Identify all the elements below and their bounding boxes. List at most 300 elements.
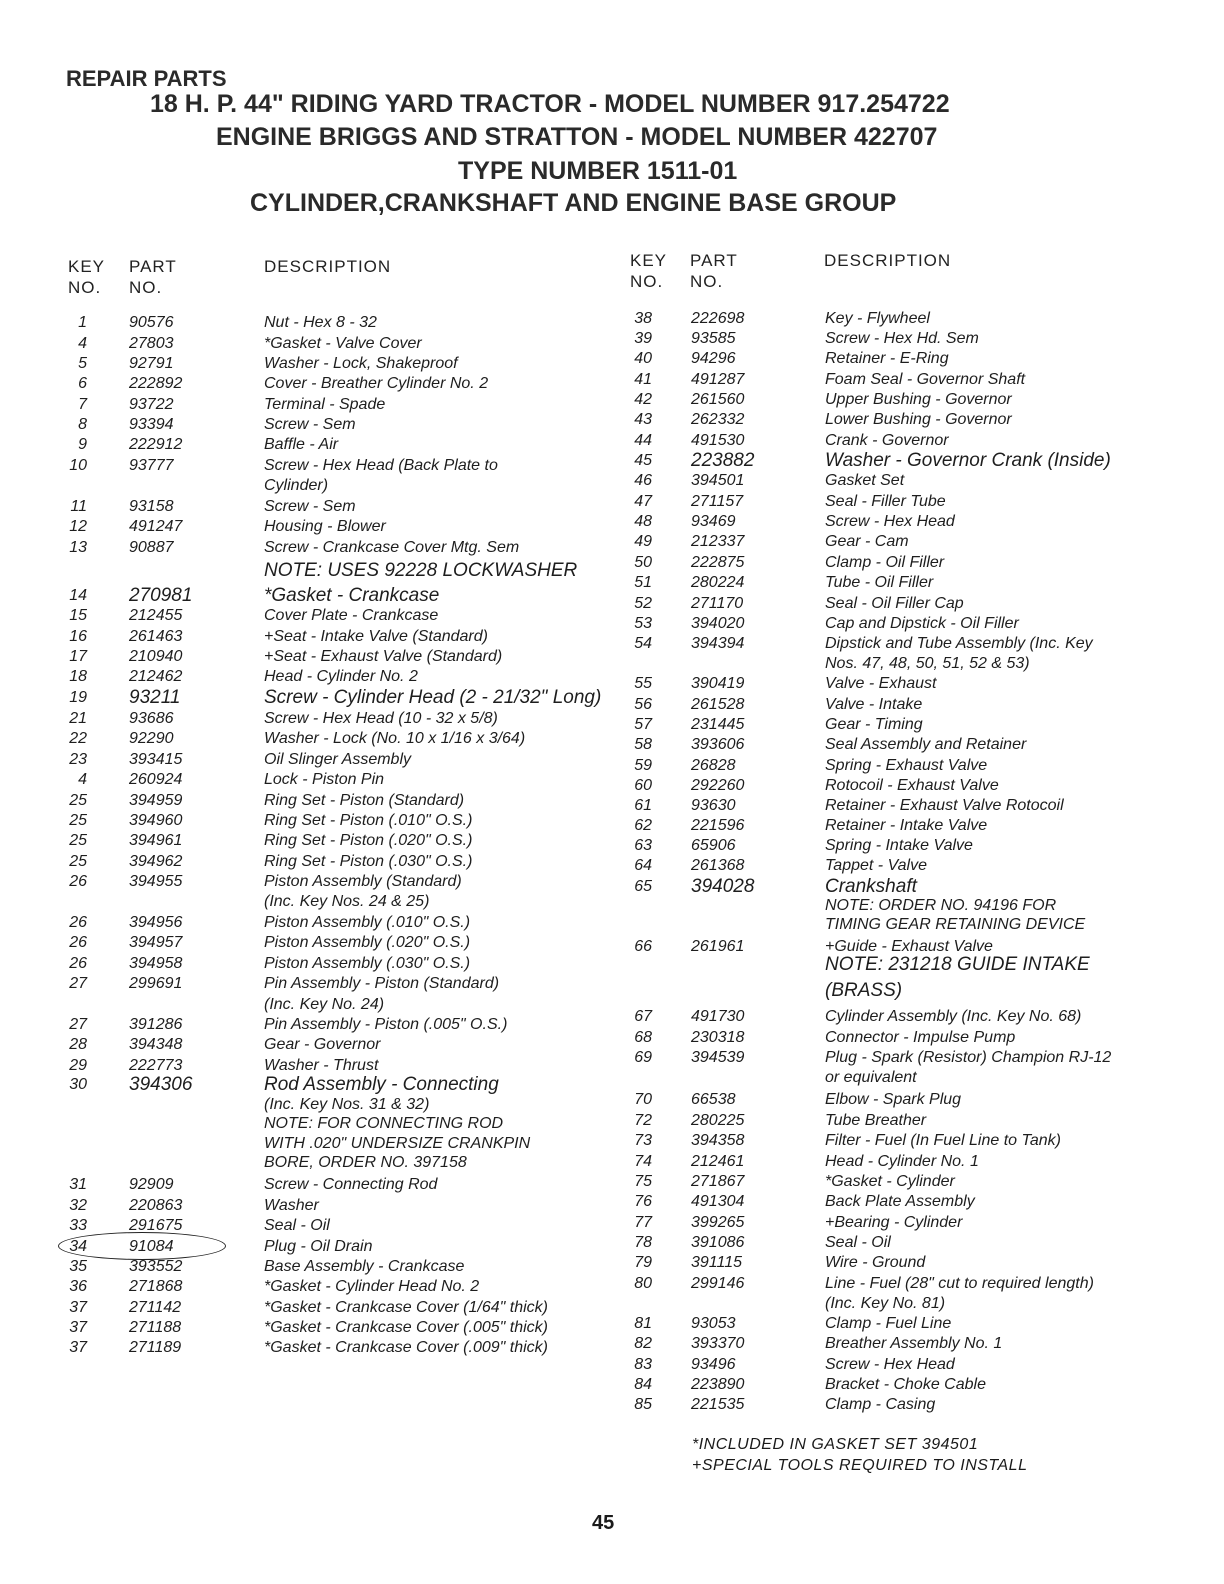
left-part-desc: Lock - Piston Pin [264, 771, 385, 788]
left-part-part: 212455 [129, 607, 183, 624]
left-part-part: 270981 [129, 585, 193, 606]
left-part-desc: Cylinder) [264, 477, 329, 494]
right-part-key: 79 [634, 1254, 652, 1271]
left-part-desc: *Gasket - Crankcase [264, 585, 440, 606]
right-part-part: 280225 [691, 1112, 745, 1129]
left-part-part: 90887 [129, 539, 174, 556]
page-number: 45 [592, 1512, 615, 1534]
left-part-part: 394961 [129, 832, 183, 849]
right-description-header: DESCRIPTION [824, 251, 952, 270]
left-part-part: 393415 [129, 751, 183, 768]
left-part-part: 394955 [129, 873, 183, 890]
left-part-key: 14 [69, 587, 87, 604]
left-part-part: 394348 [129, 1036, 183, 1053]
right-part-part: 393606 [691, 736, 745, 753]
right-part-key: 56 [634, 696, 652, 713]
left-part-key: 30 [69, 1076, 87, 1093]
right-part-desc: NOTE: ORDER NO. 94196 FOR [825, 897, 1057, 914]
right-part-desc: Clamp - Casing [825, 1396, 936, 1413]
left-part-key: 26 [69, 955, 87, 972]
right-part-desc: NOTE: 231218 GUIDE INTAKE [825, 954, 1090, 975]
right-part-key: 50 [634, 554, 652, 571]
right-part-desc: Key - Flywheel [825, 310, 930, 327]
left-part-part: 92791 [129, 355, 174, 372]
left-part-key: 22 [69, 730, 87, 747]
left-part-part: 271868 [129, 1278, 183, 1295]
left-part-desc: +Seat - Intake Valve (Standard) [264, 628, 488, 645]
right-part-desc: Seal Assembly and Retainer [825, 736, 1027, 753]
right-part-key: 53 [634, 615, 652, 632]
right-part-key: 68 [634, 1029, 652, 1046]
left-part-desc: Washer - Lock, Shakeproof [264, 355, 458, 372]
left-part-desc: Seal - Oil [264, 1217, 330, 1234]
right-part-part: 261560 [691, 391, 745, 408]
right-part-part: 394028 [691, 876, 755, 897]
left-part-key: 12 [69, 518, 87, 535]
right-part-desc: Clamp - Fuel Line [825, 1315, 952, 1332]
right-part-desc: Gasket Set [825, 472, 905, 489]
right-part-desc: Screw - Hex Head [825, 513, 955, 530]
left-part-desc: Rod Assembly - Connecting [264, 1074, 499, 1095]
right-part-key: 70 [634, 1091, 652, 1108]
right-part-header: PART NO. [690, 251, 738, 291]
right-part-desc: Bracket - Choke Cable [825, 1376, 986, 1393]
right-part-part: 394020 [691, 615, 745, 632]
left-part-desc: Screw - Sem [264, 498, 356, 515]
left-part-part: 491247 [129, 518, 183, 535]
section-title: REPAIR PARTS [66, 66, 227, 91]
left-part-key: 29 [69, 1057, 87, 1074]
right-part-desc: Dipstick and Tube Assembly (Inc. Key [825, 635, 1093, 652]
left-part-desc: WITH .020" UNDERSIZE CRANKPIN [264, 1135, 531, 1152]
right-part-part: 261368 [691, 857, 745, 874]
right-part-part: 65906 [691, 837, 736, 854]
right-part-desc: Screw - Hex Hd. Sem [825, 330, 979, 347]
left-part-key: 31 [69, 1176, 87, 1193]
right-part-part: 66538 [691, 1091, 736, 1108]
right-part-key: 40 [634, 350, 652, 367]
left-part-desc: Head - Cylinder No. 2 [264, 668, 418, 685]
right-part-desc: Clamp - Oil Filler [825, 554, 945, 571]
right-part-part: 221535 [691, 1396, 745, 1413]
right-part-key: 73 [634, 1132, 652, 1149]
right-part-key: 83 [634, 1356, 652, 1373]
right-part-desc: Tappet - Valve [825, 857, 927, 874]
right-part-part: 223890 [691, 1376, 745, 1393]
left-part-desc: Pin Assembly - Piston (Standard) [264, 975, 500, 992]
right-part-part: 230318 [691, 1029, 745, 1046]
left-part-key: 33 [69, 1217, 87, 1234]
right-part-desc: Filter - Fuel (In Fuel Line to Tank) [825, 1132, 1061, 1149]
right-part-key: 42 [634, 391, 652, 408]
right-part-part: 292260 [691, 777, 745, 794]
right-part-part: 212461 [691, 1153, 745, 1170]
right-part-part: 491287 [691, 371, 745, 388]
left-part-key: 32 [69, 1197, 87, 1214]
left-part-key: 10 [69, 457, 87, 474]
right-part-key: 65 [634, 878, 652, 895]
right-part-key: 58 [634, 736, 652, 753]
right-part-desc: or equivalent [825, 1069, 917, 1086]
left-part-part: 220863 [129, 1197, 183, 1214]
right-part-desc: Gear - Timing [825, 716, 923, 733]
left-part-desc: Piston Assembly (.030" O.S.) [264, 955, 471, 972]
hand-drawn-circle [58, 1232, 226, 1260]
left-part-desc: Plug - Oil Drain [264, 1238, 373, 1255]
right-part-part: 271157 [691, 493, 744, 510]
left-part-key: 26 [69, 873, 87, 890]
left-part-part: 394958 [129, 955, 183, 972]
left-part-desc: *Gasket - Valve Cover [264, 335, 422, 352]
left-part-part: 93777 [129, 457, 174, 474]
right-part-part: 394358 [691, 1132, 745, 1149]
right-part-desc: Nos. 47, 48, 50, 51, 52 & 53) [825, 655, 1030, 672]
right-part-desc: Head - Cylinder No. 1 [825, 1153, 979, 1170]
left-part-key: 21 [69, 710, 87, 727]
right-part-part: 231445 [691, 716, 745, 733]
left-part-key: 6 [78, 375, 87, 392]
left-part-desc: Piston Assembly (.020" O.S.) [264, 934, 471, 951]
right-part-desc: Seal - Filler Tube [825, 493, 946, 510]
right-part-desc: Crankshaft [825, 876, 917, 897]
right-part-key: 46 [634, 472, 652, 489]
left-part-desc: Ring Set - Piston (Standard) [264, 792, 465, 809]
left-part-desc: Cover Plate - Crankcase [264, 607, 439, 624]
left-part-desc: (Inc. Key Nos. 24 & 25) [264, 893, 430, 910]
right-part-desc: Valve - Exhaust [825, 675, 937, 692]
right-part-key: 54 [634, 635, 652, 652]
left-part-desc: Ring Set - Piston (.010" O.S.) [264, 812, 473, 829]
left-part-desc: *Gasket - Cylinder Head No. 2 [264, 1278, 480, 1295]
left-part-key: 36 [69, 1278, 87, 1295]
right-part-part: 280224 [691, 574, 745, 591]
right-part-key: 39 [634, 330, 652, 347]
right-part-desc: Crank - Governor [825, 432, 949, 449]
right-part-key: 55 [634, 675, 652, 692]
right-part-desc: +Guide - Exhaust Valve [825, 938, 993, 955]
right-part-desc: Spring - Intake Valve [825, 837, 973, 854]
left-part-desc: Gear - Governor [264, 1036, 381, 1053]
right-part-part: 394501 [691, 472, 745, 489]
left-part-part: 92290 [129, 730, 174, 747]
left-part-part: 27803 [129, 335, 174, 352]
left-part-part: 393552 [129, 1258, 183, 1275]
left-part-key: 19 [69, 689, 87, 706]
left-part-key: 25 [69, 792, 87, 809]
right-part-part: 212337 [691, 533, 745, 550]
left-part-part: 394957 [129, 934, 183, 951]
right-part-desc: Retainer - Exhaust Valve Rotocoil [825, 797, 1064, 814]
left-part-desc: Piston Assembly (.010" O.S.) [264, 914, 471, 931]
right-part-key: 67 [634, 1008, 652, 1025]
right-part-key: 78 [634, 1234, 652, 1251]
left-part-part: 394306 [129, 1074, 193, 1095]
right-part-part: 26828 [691, 757, 736, 774]
right-key-header: KEY NO. [630, 251, 668, 291]
right-part-desc: Tube Breather [825, 1112, 927, 1129]
right-part-key: 38 [634, 310, 652, 327]
left-part-key: 37 [69, 1319, 87, 1336]
right-part-key: 52 [634, 595, 652, 612]
title-line-1: 18 H. P. 44" RIDING YARD TRACTOR - MODEL NUMBER 917.254722 [150, 90, 950, 118]
left-part-key: 1 [78, 314, 87, 331]
right-part-desc: Washer - Governor Crank (Inside) [825, 450, 1111, 471]
right-part-key: 41 [634, 371, 652, 388]
left-part-part: 222773 [129, 1057, 183, 1074]
left-part-part: 394962 [129, 853, 183, 870]
right-part-key: 63 [634, 837, 652, 854]
left-part-key: 28 [69, 1036, 87, 1053]
left-part-part: 91084 [129, 1238, 174, 1255]
left-part-key: 27 [69, 1016, 87, 1033]
right-part-desc: (Inc. Key No. 81) [825, 1295, 946, 1312]
right-part-part: 222875 [691, 554, 745, 571]
left-part-desc: Ring Set - Piston (.020" O.S.) [264, 832, 473, 849]
right-part-part: 93585 [691, 330, 736, 347]
right-part-key: 69 [634, 1049, 652, 1066]
left-part-part: 212462 [129, 668, 183, 685]
left-part-desc: Base Assembly - Crankcase [264, 1258, 465, 1275]
right-part-key: 60 [634, 777, 652, 794]
left-part-desc: Screw - Cylinder Head (2 - 21/32" Long) [264, 687, 602, 708]
right-part-desc: Seal - Oil [825, 1234, 891, 1251]
right-part-part: 299146 [691, 1275, 745, 1292]
right-part-part: 491530 [691, 432, 745, 449]
right-part-key: 82 [634, 1335, 652, 1352]
left-part-desc: Oil Slinger Assembly [264, 751, 412, 768]
right-part-key: 75 [634, 1173, 652, 1190]
right-part-part: 390419 [691, 675, 745, 692]
right-part-key: 72 [634, 1112, 652, 1129]
left-part-desc: Screw - Hex Head (10 - 32 x 5/8) [264, 710, 498, 727]
right-part-key: 57 [634, 716, 652, 733]
left-part-desc: Washer [264, 1197, 319, 1214]
right-part-key: 49 [634, 533, 652, 550]
right-part-part: 271867 [691, 1173, 745, 1190]
left-part-desc: BORE, ORDER NO. 397158 [264, 1154, 467, 1171]
left-part-part: 261463 [129, 628, 183, 645]
right-part-key: 76 [634, 1193, 652, 1210]
left-part-key: 8 [78, 416, 87, 433]
right-part-part: 399265 [691, 1214, 745, 1231]
left-part-part: 271188 [129, 1319, 182, 1336]
left-part-key: 25 [69, 832, 87, 849]
right-part-desc: Gear - Cam [825, 533, 909, 550]
left-part-key: 25 [69, 853, 87, 870]
left-part-desc: Ring Set - Piston (.030" O.S.) [264, 853, 473, 870]
footnote-special-tools: +SPECIAL TOOLS REQUIRED TO INSTALL [692, 1457, 1028, 1474]
right-part-desc: Retainer - E-Ring [825, 350, 949, 367]
right-part-key: 66 [634, 938, 652, 955]
left-part-desc: (Inc. Key No. 24) [264, 996, 385, 1013]
left-part-part: 222912 [129, 436, 183, 453]
left-part-part: 299691 [129, 975, 183, 992]
left-part-part: 394959 [129, 792, 183, 809]
right-part-desc: Back Plate Assembly [825, 1193, 975, 1210]
left-part-desc: Screw - Sem [264, 416, 356, 433]
left-part-key: 23 [69, 751, 87, 768]
left-part-desc: Housing - Blower [264, 518, 386, 535]
left-part-key: 35 [69, 1258, 87, 1275]
right-part-part: 222698 [691, 310, 745, 327]
right-part-key: 64 [634, 857, 652, 874]
right-part-desc: Upper Bushing - Governor [825, 391, 1012, 408]
left-part-part: 93394 [129, 416, 174, 433]
left-part-desc: +Seat - Exhaust Valve (Standard) [264, 648, 503, 665]
left-part-desc: *Gasket - Crankcase Cover (1/64" thick) [264, 1299, 548, 1316]
left-part-part: 260924 [129, 771, 183, 788]
right-part-desc: Breather Assembly No. 1 [825, 1335, 1003, 1352]
right-part-key: 59 [634, 757, 652, 774]
right-part-desc: Lower Bushing - Governor [825, 411, 1012, 428]
left-key-header: KEY NO. [68, 257, 106, 297]
left-part-key: 13 [69, 539, 87, 556]
right-part-part: 262332 [691, 411, 745, 428]
right-part-desc: Plug - Spark (Resistor) Champion RJ-12 [825, 1049, 1112, 1066]
left-part-desc: Terminal - Spade [264, 396, 386, 413]
right-part-desc: Spring - Exhaust Valve [825, 757, 988, 774]
right-part-part: 394539 [691, 1049, 745, 1066]
title-line-2: ENGINE BRIGGS AND STRATTON - MODEL NUMBER 422707 [216, 123, 938, 151]
title-line-4: CYLINDER,CRANKSHAFT AND ENGINE BASE GROUP [250, 189, 897, 217]
left-part-part: 394956 [129, 914, 183, 931]
left-part-key: 4 [78, 335, 87, 352]
right-part-part: 391086 [691, 1234, 745, 1251]
left-part-desc: *Gasket - Crankcase Cover (.009" thick) [264, 1339, 548, 1356]
left-part-key: 16 [69, 628, 87, 645]
left-part-desc: *Gasket - Crankcase Cover (.005" thick) [264, 1319, 548, 1336]
left-part-desc: Washer - Thrust [264, 1057, 379, 1074]
left-part-part: 271189 [129, 1339, 182, 1356]
left-part-desc: Pin Assembly - Piston (.005" O.S.) [264, 1016, 508, 1033]
left-part-desc: Screw - Connecting Rod [264, 1176, 438, 1193]
left-part-key: 37 [69, 1339, 87, 1356]
right-part-desc: +Bearing - Cylinder [825, 1214, 963, 1231]
right-part-key: 77 [634, 1214, 652, 1231]
left-part-desc: NOTE: FOR CONNECTING ROD [264, 1115, 504, 1132]
left-part-desc: NOTE: USES 92228 LOCKWASHER [264, 560, 578, 581]
left-part-key: 27 [69, 975, 87, 992]
right-part-key: 47 [634, 493, 652, 510]
left-part-part: 391286 [129, 1016, 183, 1033]
left-part-key: 25 [69, 812, 87, 829]
left-part-part: 93211 [129, 687, 181, 708]
left-part-key: 26 [69, 914, 87, 931]
left-part-key: 37 [69, 1299, 87, 1316]
right-part-part: 93469 [691, 513, 736, 530]
left-part-part: 92909 [129, 1176, 174, 1193]
right-part-part: 391115 [691, 1254, 743, 1271]
right-part-part: 491730 [691, 1008, 745, 1025]
right-part-part: 271170 [691, 595, 744, 612]
right-part-desc: Line - Fuel (28" cut to required length) [825, 1275, 1094, 1292]
left-part-desc: Piston Assembly (Standard) [264, 873, 462, 890]
left-part-key: 17 [69, 648, 87, 665]
right-part-desc: Retainer - Intake Valve [825, 817, 988, 834]
right-part-part: 491304 [691, 1193, 745, 1210]
left-part-part: 222892 [129, 375, 183, 392]
left-part-desc: (Inc. Key Nos. 31 & 32) [264, 1096, 430, 1113]
right-part-key: 85 [634, 1396, 652, 1413]
right-part-desc: Wire - Ground [825, 1254, 926, 1271]
right-part-part: 393370 [691, 1335, 745, 1352]
right-part-key: 43 [634, 411, 652, 428]
left-part-key: 26 [69, 934, 87, 951]
right-part-desc: (BRASS) [825, 980, 903, 1001]
right-part-desc: Rotocoil - Exhaust Valve [825, 777, 999, 794]
left-part-part: 90576 [129, 314, 174, 331]
right-part-desc: *Gasket - Cylinder [825, 1173, 955, 1190]
left-part-key: 4 [78, 771, 87, 788]
right-part-desc: Foam Seal - Governor Shaft [825, 371, 1026, 388]
right-part-desc: TIMING GEAR RETAINING DEVICE [825, 916, 1086, 933]
right-part-part: 261528 [691, 696, 745, 713]
right-part-key: 44 [634, 432, 652, 449]
left-part-key: 11 [70, 498, 87, 515]
left-part-part: 394960 [129, 812, 183, 829]
left-part-part: 93158 [129, 498, 174, 515]
right-part-key: 48 [634, 513, 652, 530]
left-part-desc: Screw - Crankcase Cover Mtg. Sem [264, 539, 520, 556]
right-part-key: 84 [634, 1376, 652, 1393]
right-part-desc: Valve - Intake [825, 696, 923, 713]
right-part-key: 51 [634, 574, 652, 591]
left-part-part: 291675 [129, 1217, 183, 1234]
right-part-part: 221596 [691, 817, 745, 834]
left-part-key: 18 [69, 668, 87, 685]
right-part-desc: Tube - Oil Filler [825, 574, 934, 591]
left-part-desc: Nut - Hex 8 - 32 [264, 314, 377, 331]
left-part-key: 7 [78, 396, 87, 413]
right-part-part: 93053 [691, 1315, 736, 1332]
right-part-key: 80 [634, 1275, 652, 1292]
right-part-part: 94296 [691, 350, 736, 367]
left-part-key: 5 [78, 355, 87, 372]
right-part-desc: Cap and Dipstick - Oil Filler [825, 615, 1019, 632]
left-description-header: DESCRIPTION [264, 257, 392, 276]
left-part-part: 93686 [129, 710, 174, 727]
right-part-part: 261961 [691, 938, 745, 955]
right-part-key: 81 [634, 1315, 652, 1332]
right-part-key: 74 [634, 1153, 652, 1170]
right-part-part: 93496 [691, 1356, 736, 1373]
right-part-desc: Connector - Impulse Pump [825, 1029, 1016, 1046]
title-line-3: TYPE NUMBER 1511-01 [458, 157, 738, 185]
right-part-desc: Screw - Hex Head [825, 1356, 955, 1373]
left-part-key: 9 [78, 436, 87, 453]
left-part-part: 271142 [129, 1299, 182, 1316]
left-part-key: 15 [69, 607, 87, 624]
right-part-desc: Cylinder Assembly (Inc. Key No. 68) [825, 1008, 1082, 1025]
right-part-key: 45 [634, 452, 652, 469]
left-part-key: 34 [69, 1238, 87, 1255]
left-part-part: 210940 [129, 648, 183, 665]
left-part-header: PART NO. [129, 257, 177, 297]
right-part-part: 394394 [691, 635, 745, 652]
right-part-key: 62 [634, 817, 652, 834]
left-part-desc: Baffle - Air [264, 436, 339, 453]
right-part-desc: Elbow - Spark Plug [825, 1091, 962, 1108]
right-part-desc: Seal - Oil Filler Cap [825, 595, 964, 612]
left-part-desc: Cover - Breather Cylinder No. 2 [264, 375, 489, 392]
right-part-part: 93630 [691, 797, 736, 814]
right-part-key: 61 [634, 797, 652, 814]
right-part-part: 223882 [691, 450, 755, 471]
footnote-gasket-set: *INCLUDED IN GASKET SET 394501 [692, 1436, 979, 1453]
left-part-desc: Screw - Hex Head (Back Plate to [264, 457, 498, 474]
left-part-part: 93722 [129, 396, 174, 413]
left-part-desc: Washer - Lock (No. 10 x 1/16 x 3/64) [264, 730, 526, 747]
